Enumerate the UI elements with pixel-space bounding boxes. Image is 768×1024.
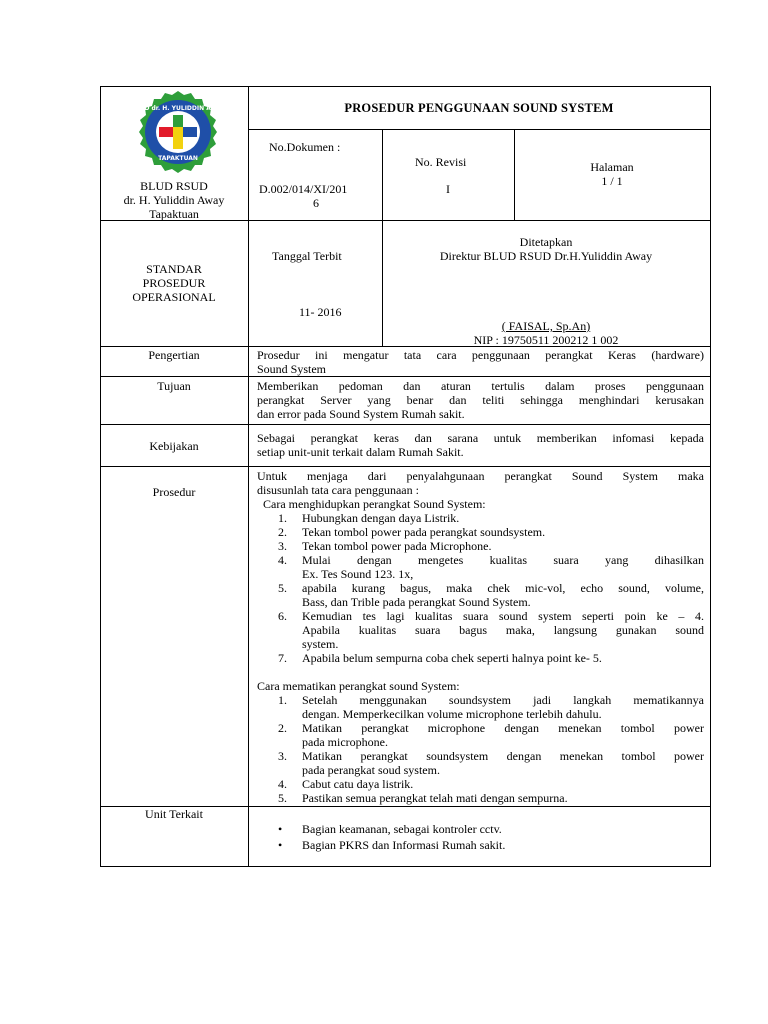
halaman-label: Halaman — [590, 160, 634, 174]
sop-label-3: OPERASIONAL — [132, 290, 216, 304]
doc-value-2: 6 — [313, 196, 319, 210]
pengertian-divider — [100, 376, 711, 377]
step-text: apabila kurang bagus, maka chek mic-vol, echo sound, volume, — [302, 581, 704, 595]
kebijakan-text-1: Sebagai perangkat keras dan sarana untuk memberikan infomasi kepada — [257, 431, 704, 445]
step-text: Pastikan semua perangkat telah mati dengan sempurna. — [302, 791, 568, 805]
tujuan-text-3: dan error pada Sound System Rumah sakit. — [257, 407, 465, 421]
step-number: 4. — [278, 553, 287, 567]
org-line-3: Tapaktuan — [149, 207, 199, 221]
kebijakan-text-2: setiap unit-unit terkait dalam Rumah Sakit. — [257, 445, 464, 459]
step-text: Tekan tombol power pada Microphone. — [302, 539, 492, 553]
table-border-top — [100, 86, 711, 87]
org-line-1: BLUD RSUD — [140, 179, 208, 193]
tanggal-label: Tanggal Terbit — [272, 249, 342, 263]
step-text: pada microphone. — [302, 735, 388, 749]
step-number: 6. — [278, 609, 287, 623]
logo-text-bottom: TAPAKTUAN — [158, 155, 198, 162]
signer-name: ( FAISAL, Sp.An) — [501, 319, 591, 333]
step-number: 3. — [278, 749, 287, 763]
step-number: 5. — [278, 581, 287, 595]
on-heading: Cara menghidupkan perangkat Sound System: — [263, 497, 486, 511]
doc-label: No.Dokumen : — [269, 140, 341, 154]
step-text: pada perangkat soud system. — [302, 763, 440, 777]
step-number: 5. — [278, 791, 287, 805]
logo-text-top: RSUD dr. H. YULIDDIN AWAY — [130, 105, 226, 112]
prosedur-intro-2: disusunlah tata cara penggunaan : — [257, 483, 419, 497]
step-text: Apabila kualitas suara bagus maka, langsung gunakan sound — [302, 623, 704, 637]
tujuan-label: Tujuan — [157, 379, 191, 393]
revisi-label: No. Revisi — [415, 155, 467, 169]
step-number: 2. — [278, 721, 287, 735]
halaman-value: 1 / 1 — [601, 174, 623, 188]
step-number: 1. — [278, 511, 287, 525]
step-text: Apabila belum sempurna coba chek seperti halnya point ke- 5. — [302, 651, 602, 665]
tujuan-divider — [100, 424, 711, 425]
tujuan-text-1: Memberikan pedoman dan aturan tertulis dalam proses penggunaan — [257, 379, 704, 393]
step-text: Matikan perangkat microphone dengan menekan tombol power — [302, 721, 704, 735]
ditetapkan: Ditetapkan — [519, 235, 573, 249]
step-text: Kemudian tes lagi kualitas suara sound system seperti poin ke – 4. — [302, 609, 704, 623]
step-text: Ex. Tes Sound 123. 1x, — [302, 567, 414, 581]
table-border-right — [710, 86, 711, 867]
step-text: Tekan tombol power pada perangkat soundsystem. — [302, 525, 546, 539]
step-number: 1. — [278, 693, 287, 707]
sop-label-2: PROSEDUR — [142, 276, 206, 290]
bullet-icon: • — [278, 822, 283, 836]
doc-value-1: D.002/014/XI/201 — [259, 182, 348, 196]
step-text: system. — [302, 637, 339, 651]
unit-label: Unit Terkait — [145, 807, 203, 821]
pengertian-text-1: Prosedur ini mengatur tata cara penggunaan perangkat Keras (hardware) — [257, 348, 704, 362]
pengertian-text-2: Sound System — [257, 362, 327, 376]
table-border-bottom — [100, 866, 711, 867]
pengertian-label: Pengertian — [148, 348, 200, 362]
tujuan-text-2: perangkat Server yang benar dan teliti sehingga menghindari kerusakan — [257, 393, 704, 407]
kebijakan-divider — [100, 466, 711, 467]
step-text: Matikan perangkat soundsystem dengan menekan tombol power — [302, 749, 704, 763]
step-text: Cabut catu daya listrik. — [302, 777, 414, 791]
step-number: 4. — [278, 777, 287, 791]
sop-label-1: STANDAR — [146, 262, 202, 276]
step-text: Mulai dengan mengetes kualitas suara yang dihasilkan — [302, 553, 704, 567]
bullet-icon: • — [278, 838, 283, 852]
kebijakan-label: Kebijakan — [149, 439, 199, 453]
revisi-value: I — [446, 182, 450, 196]
page-title: PROSEDUR PENGGUNAAN SOUND SYSTEM — [344, 101, 614, 115]
step-text: dengan. Memperkecilkan volume microphone terlebih dahulu. — [302, 707, 602, 721]
off-heading: Cara mematikan perangkat sound System: — [257, 679, 460, 693]
signer-nip: NIP : 19750511 200212 1 002 — [473, 333, 619, 347]
step-number: 3. — [278, 539, 287, 553]
tanggal-value: 11- 2016 — [299, 305, 342, 319]
step-number: 7. — [278, 651, 287, 665]
prosedur-intro-1: Untuk menjaga dari penyalahgunaan perangkat Sound System maka — [257, 469, 704, 483]
step-number: 2. — [278, 525, 287, 539]
doc-divider — [382, 129, 383, 220]
unit-item: Bagian PKRS dan Informasi Rumah sakit. — [302, 838, 506, 852]
column-divider — [248, 86, 249, 867]
unit-item: Bagian keamanan, sebagai kontroler cctv. — [302, 822, 502, 836]
prosedur-label: Prosedur — [152, 485, 196, 499]
org-line-2: dr. H. Yuliddin Away — [123, 193, 225, 207]
step-text: Setelah menggunakan soundsystem jadi langkah mematikannya — [302, 693, 704, 707]
step-text: Hubungkan dengan daya Listrik. — [302, 511, 460, 525]
title-divider — [248, 129, 711, 130]
step-text: Bass, dan Trible pada perangkat Sound System. — [302, 595, 531, 609]
hospital-logo — [119, 90, 237, 180]
direktur: Direktur BLUD RSUD Dr.H.Yuliddin Away — [439, 249, 653, 263]
